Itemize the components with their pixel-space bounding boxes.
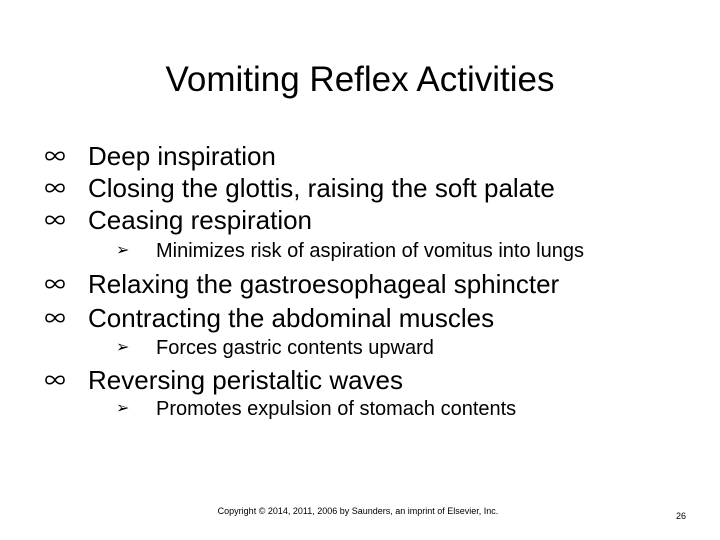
infinity-bullet-icon xyxy=(44,181,66,195)
arrowhead-bullet-icon: ➢ xyxy=(116,400,130,417)
infinity-bullet-icon xyxy=(44,373,66,387)
infinity-bullet-icon xyxy=(44,149,66,163)
sub-bullet-text: Promotes expulsion of stomach contents xyxy=(156,398,517,420)
sub-bullet-text: Forces gastric contents upward xyxy=(156,337,434,359)
infinity-bullet-icon xyxy=(44,277,66,291)
bullet-text: Relaxing the gastroesophageal sphincter xyxy=(88,269,560,299)
arrowhead-bullet-icon: ➢ xyxy=(116,242,130,259)
sub-bullet-text: Minimizes risk of aspiration of vomitus into lungs xyxy=(156,240,584,262)
bullet-text: Ceasing respiration xyxy=(88,205,313,235)
copyright-notice: Copyright © 2014, 2011, 2006 by Saunders, an imprint of Elsevier, Inc. xyxy=(217,506,499,516)
infinity-bullet-icon xyxy=(44,311,66,325)
bullet-text: Deep inspiration xyxy=(88,141,276,171)
bullet-text: Closing the glottis, raising the soft palate xyxy=(88,173,555,203)
bullet-text: Reversing peristaltic waves xyxy=(88,365,404,395)
arrowhead-bullet-icon: ➢ xyxy=(116,339,130,356)
slide-title: Vomiting Reflex Activities xyxy=(165,60,555,99)
bullet-text: Contracting the abdominal muscles xyxy=(88,303,495,333)
footer xyxy=(0,505,720,517)
page-number: 26 xyxy=(676,511,687,521)
infinity-bullet-icon xyxy=(44,213,66,227)
